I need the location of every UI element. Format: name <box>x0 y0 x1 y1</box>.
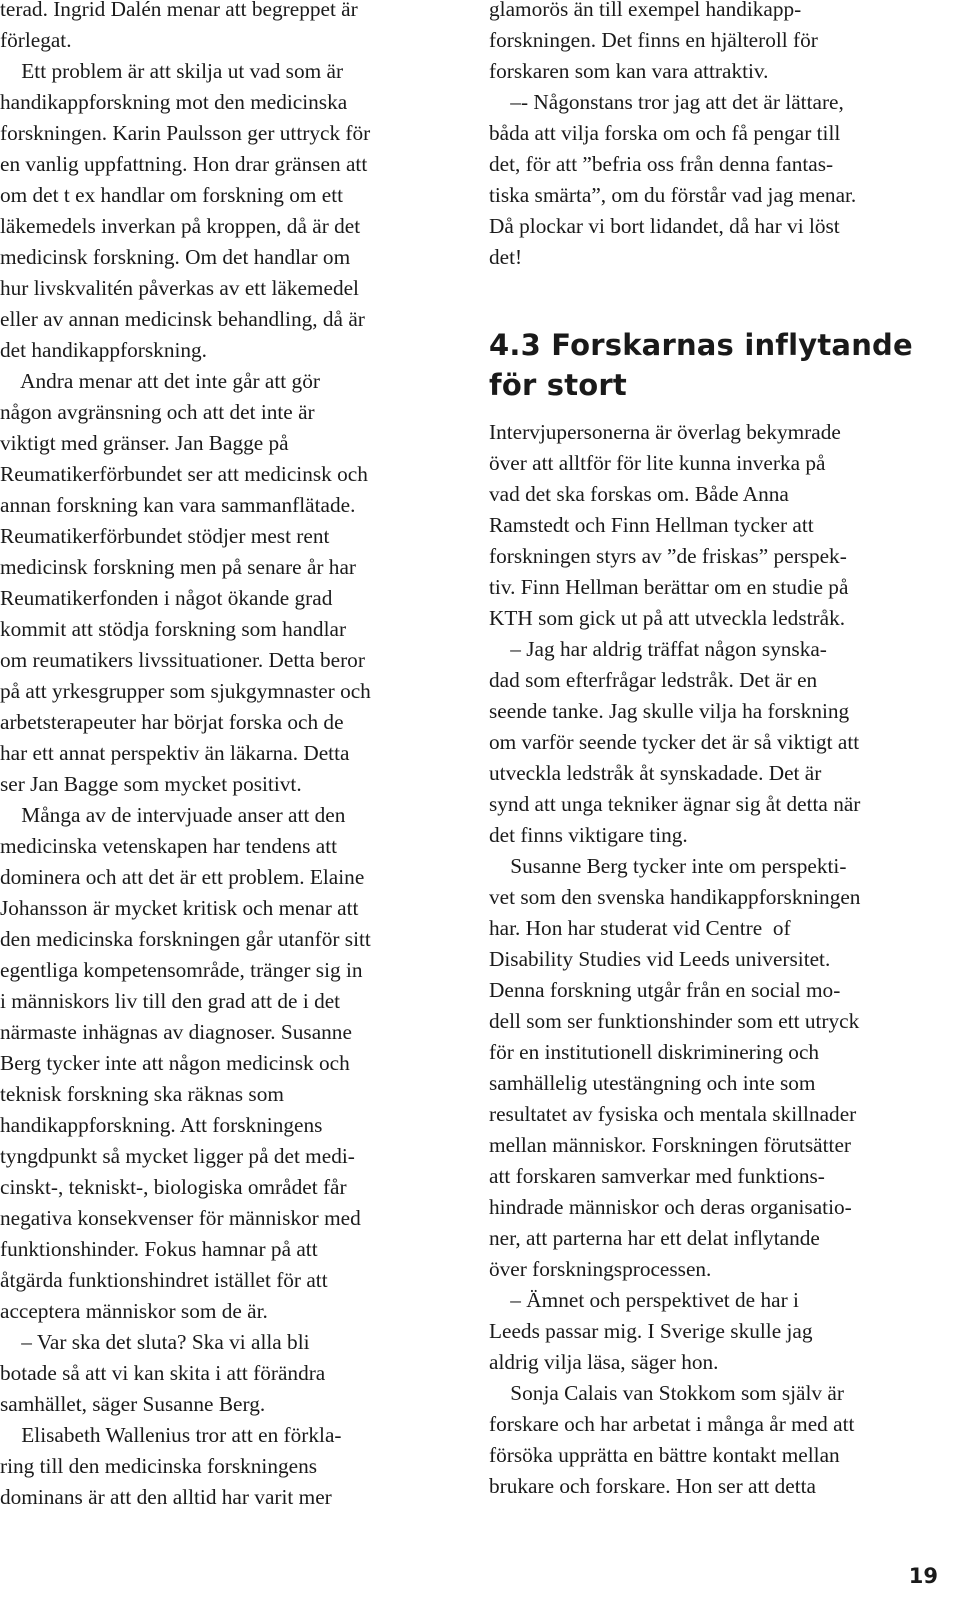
text-line: på att yrkesgrupper som sjukgymnaster och <box>0 679 371 703</box>
text-line: Ett problem är att skilja ut vad som är <box>0 59 344 83</box>
text-line: Leeds passar mig. I Sverige skulle jag <box>489 1319 813 1343</box>
text-line: åtgärda funktionshindret istället för att <box>0 1268 328 1292</box>
heading-spacer <box>489 273 944 325</box>
text-line: ring till den medicinska forskningens <box>0 1454 318 1478</box>
text-line: över att alltför för lite kunna inverka på <box>489 451 826 475</box>
text-line: har. Hon har studerat vid Centre of <box>489 916 791 940</box>
section-heading-line: 4.3 Forskarnas inflytande <box>489 328 913 362</box>
text-line: det, för att ”befria oss från denna fantas- <box>489 152 834 176</box>
text-line: dominans är att den alltid har varit mer <box>0 1485 332 1509</box>
text-line: samhällelig utestängning och inte som <box>489 1071 816 1095</box>
text-line: synd att unga tekniker ägnar sig åt detta när <box>489 792 861 816</box>
text-line: forskningen styrs av ”de friskas” perspek- <box>489 544 847 568</box>
text-line: tyngdpunkt så mycket ligger på det medi- <box>0 1144 355 1168</box>
text-line: Elisabeth Wallenius tror att en förkla- <box>0 1423 342 1447</box>
text-line: ser Jan Bagge som mycket positivt. <box>0 772 302 796</box>
text-line: egentliga kompetensområde, tränger sig in <box>0 958 363 982</box>
text-line: mellan människor. Forskningen förutsätter <box>489 1133 851 1157</box>
text-line: medicinsk forskning. Om det handlar om <box>0 245 351 269</box>
text-line: forskningen. Det finns en hjälteroll för <box>489 28 818 52</box>
text-line: Många av de intervjuade anser att den <box>0 803 346 827</box>
right-column <box>489 0 944 1502</box>
text-line: för en institutionell diskriminering och <box>489 1040 820 1064</box>
text-line: forskaren som kan vara attraktiv. <box>489 59 769 83</box>
text-line: i människors liv till den grad att de i det <box>0 989 341 1013</box>
text-line: cinskt-, tekniskt-, biologiska området får <box>0 1175 347 1199</box>
text-line: – Jag har aldrig träffat någon synska- <box>489 637 827 661</box>
text-line: Berg tycker inte att någon medicinsk och <box>0 1051 350 1075</box>
text-line: negativa konsekvenser för människor med <box>0 1206 361 1230</box>
text-line: dad som efterfrågar ledstråk. Det är en <box>489 668 818 692</box>
text-line: viktigt med gränser. Jan Bagge på <box>0 431 289 455</box>
text-line: arbetsterapeuter har börjat forska och de <box>0 710 344 734</box>
text-line: –- Någonstans tror jag att det är lättare, <box>489 90 844 114</box>
text-line: någon avgränsning och att det inte är <box>0 400 315 424</box>
text-line: Ramstedt och Finn Hellman tycker att <box>489 513 814 537</box>
text-line: om reumatikers livssituationer. Detta beror <box>0 648 365 672</box>
text-line: KTH som gick ut på att utveckla ledstråk. <box>489 606 846 630</box>
text-line: båda att vilja forska om och få pengar till <box>489 121 841 145</box>
text-line: det finns viktigare ting. <box>489 823 688 847</box>
text-line: annan forskning kan vara sammanflätade. <box>0 493 356 517</box>
text-line: Denna forskning utgår från en social mo- <box>489 978 841 1002</box>
text-line: eller av annan medicinsk behandling, då är <box>0 307 365 331</box>
text-line: seende tanke. Jag skulle vilja ha forskning <box>489 699 850 723</box>
text-line: närmaste inhägnas av diagnoser. Susanne <box>0 1020 352 1044</box>
text-line: Sonja Calais van Stokkom som själv är <box>489 1381 844 1405</box>
text-line: teknisk forskning ska räknas som <box>0 1082 284 1106</box>
text-line: Reumatikerförbundet ser att medicinsk och <box>0 462 368 486</box>
text-line: funktionshinder. Fokus hamnar på att <box>0 1237 318 1261</box>
text-line: Reumatikerförbundet stödjer mest rent <box>0 524 330 548</box>
text-line: acceptera människor som de är. <box>0 1299 268 1323</box>
text-line: Reumatikerfonden i något ökande grad <box>0 586 333 610</box>
text-line: vad det ska forskas om. Både Anna <box>489 482 789 506</box>
text-line: den medicinska forskningen går utanför sitt <box>0 927 371 951</box>
section-heading-line: för stort <box>489 368 627 402</box>
text-line: handikappforskning. Att forskningens <box>0 1113 323 1137</box>
text-line: glamorös än till exempel handikapp- <box>489 0 802 21</box>
text-line: dell som ser funktionshinder som ett utryck <box>489 1009 860 1033</box>
text-line: brukare och forskare. Hon ser att detta <box>489 1474 817 1498</box>
text-line: medicinska vetenskapen har tendens att <box>0 834 338 858</box>
section-heading <box>489 325 944 405</box>
text-line: det! <box>489 245 523 269</box>
text-line: vet som den svenska handikappforskningen <box>489 885 861 909</box>
text-line: samhället, säger Susanne Berg. <box>0 1392 266 1416</box>
text-line: forskare och har arbetat i många år med att <box>489 1412 855 1436</box>
text-line: aldrig vilja läsa, säger hon. <box>489 1350 719 1374</box>
text-line: tiv. Finn Hellman berättar om en studie på <box>489 575 849 599</box>
text-line: – Ämnet och perspektivet de har i <box>489 1288 799 1312</box>
text-line: kommit att stödja forskning som handlar <box>0 617 347 641</box>
text-line: forskningen. Karin Paulsson ger uttryck för <box>0 121 371 145</box>
text-line: ner, att parterna har ett delat inflytande <box>489 1226 820 1250</box>
text-line: Johansson är mycket kritisk och menar att <box>0 896 359 920</box>
text-line: försöka upprätta en bättre kontakt mellan <box>489 1443 840 1467</box>
text-line: dominera och att det är ett problem. Elaine <box>0 865 365 889</box>
text-line: Då plockar vi bort lidandet, då har vi löst <box>489 214 840 238</box>
text-line: förlegat. <box>0 28 72 52</box>
text-line: över forskningsprocessen. <box>489 1257 712 1281</box>
text-line: hindrade människor och deras organisatio- <box>489 1195 852 1219</box>
text-line: det handikappforskning. <box>0 338 208 362</box>
text-line: Susanne Berg tycker inte om perspekti- <box>489 854 847 878</box>
text-line: Intervjupersonerna är överlag bekymrade <box>489 420 841 444</box>
text-line: handikappforskning mot den medicinska <box>0 90 348 114</box>
left-column <box>0 0 458 1513</box>
text-line: medicinsk forskning men på senare år har <box>0 555 357 579</box>
text-line: har ett annat perspektiv än läkarna. Detta <box>0 741 350 765</box>
text-line: om det t ex handlar om forskning om ett <box>0 183 344 207</box>
text-line: hur livskvalitén påverkas av ett läkemedel <box>0 276 359 300</box>
text-line: resultatet av fysiska och mentala skillnader <box>489 1102 857 1126</box>
text-line: tiska smärta”, om du förstår vad jag menar. <box>489 183 857 207</box>
text-line: Andra menar att det inte går att gör <box>0 369 320 393</box>
heading-spacer <box>489 405 944 417</box>
text-line: terad. Ingrid Dalén menar att begreppet är <box>0 0 358 21</box>
text-line: Disability Studies vid Leeds universitet. <box>489 947 831 971</box>
text-line: botade så att vi kan skita i att förändra <box>0 1361 326 1385</box>
text-line: en vanlig uppfattning. Hon drar gränsen att <box>0 152 368 176</box>
text-line: utveckla ledstråk åt synskadade. Det är <box>489 761 822 785</box>
page-number: 19 <box>908 1564 938 1588</box>
text-line: att forskaren samverkar med funktions- <box>489 1164 825 1188</box>
text-line: om varför seende tycker det är så viktigt att <box>489 730 860 754</box>
text-line: – Var ska det sluta? Ska vi alla bli <box>0 1330 310 1354</box>
text-line: läkemedels inverkan på kroppen, då är det <box>0 214 361 238</box>
